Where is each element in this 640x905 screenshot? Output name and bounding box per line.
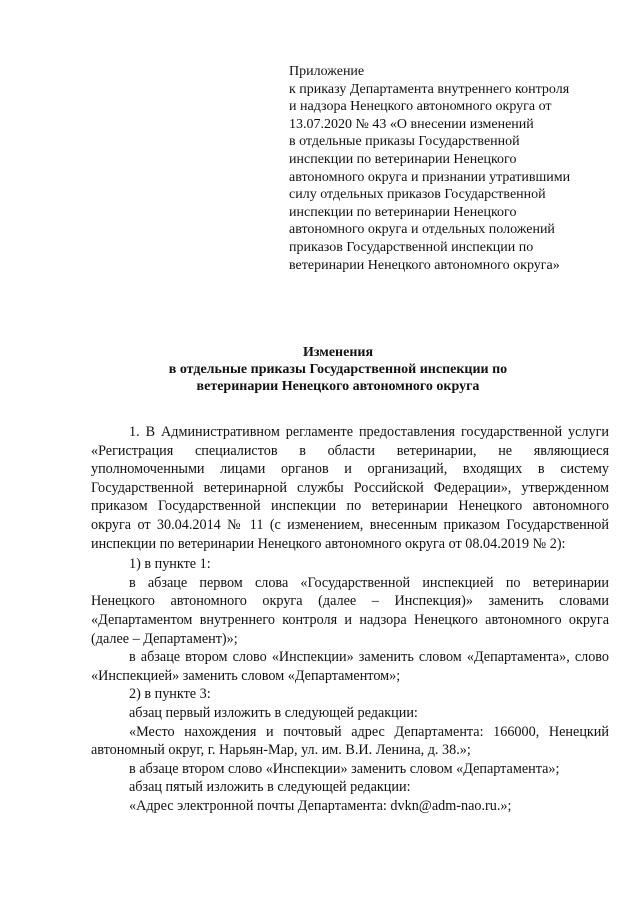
appendix-line: ветеринарии Ненецкого автономного округа» xyxy=(289,257,560,273)
appendix-line: Приложение xyxy=(289,64,365,79)
appendix-line: 13.07.2020 № 43 «О внесении изменений xyxy=(289,116,534,132)
body-paragraph: в абзаце первом слова «Государственной инспекцией по ветеринарии Ненецкого автономного округа (далее – Инспекция)» заменить словами «Департаментом внутреннего контроля и надзора Ненецкого автономного округа (далее – Департамент)»; xyxy=(91,574,609,647)
appendix-line: к приказу Департамента внутреннего контроля xyxy=(289,81,570,97)
title-line: Изменения xyxy=(302,345,374,360)
appendix-line: и надзора Ненецкого автономного округа от xyxy=(289,99,552,115)
appendix-line: автономного округа и признании утратившими xyxy=(289,169,571,185)
appendix-line: инспекции по ветеринарии Ненецкого xyxy=(289,151,517,167)
document-title xyxy=(88,344,588,395)
appendix-header xyxy=(289,63,609,274)
appendix-line: силу отдельных приказов Государственной xyxy=(289,187,546,203)
body-paragraph: в абзаце втором слово «Инспекции» заменить словом «Департамента», слово «Инспекцией» заменить словом «Департаментом»; xyxy=(91,649,609,684)
body-paragraph: абзац пятый изложить в следующей редакции: xyxy=(129,779,411,796)
body-paragraph: 2) в пункте 3: xyxy=(129,686,211,703)
appendix-line: инспекции по ветеринарии Ненецкого xyxy=(289,204,517,220)
body-paragraph: в абзаце втором слово «Инспекции» заменить словом «Департамента»; xyxy=(129,760,560,777)
document-body xyxy=(91,423,609,815)
title-line: в отдельные приказы Государственной инспекции по xyxy=(168,362,508,377)
body-paragraph: «Место нахождения и почтовый адрес Департамента: 166000, Ненецкий автономный округ, г. Нарьян-Мар, ул. им. В.И. Ленина, д. 38.»; xyxy=(91,723,609,759)
appendix-line: автономного округа и отдельных положений xyxy=(289,222,555,238)
appendix-line: в отдельные приказы Государственной xyxy=(289,134,520,150)
title-line: ветеринарии Ненецкого автономного округа xyxy=(196,379,480,394)
body-paragraph: абзац первый изложить в следующей редакции: xyxy=(129,704,418,721)
appendix-line: приказов Государственной инспекции по xyxy=(289,239,534,255)
body-paragraph: 1. В Административном регламенте предоставления государственной услуги «Регистрация специалистов в области ветеринарии, не являющиеся уполномоченными лицами органов и организаций, входящих в систему Государственной ветеринарной службы Российской Федерации», утвержденном приказом Государственной инспекции по ветеринарии Ненецкого автономного округа от 30.04.2014 № 11 (с изменением, внесенным приказом Государственной инспекции по ветеринарии Ненецкого автономного округа от 08.04.2019 № 2): xyxy=(91,424,609,552)
body-paragraph: 1) в пункте 1: xyxy=(129,556,211,573)
body-paragraph: «Адрес электронной почты Департамента: dvkn@adm-nao.ru.»; xyxy=(129,797,512,814)
